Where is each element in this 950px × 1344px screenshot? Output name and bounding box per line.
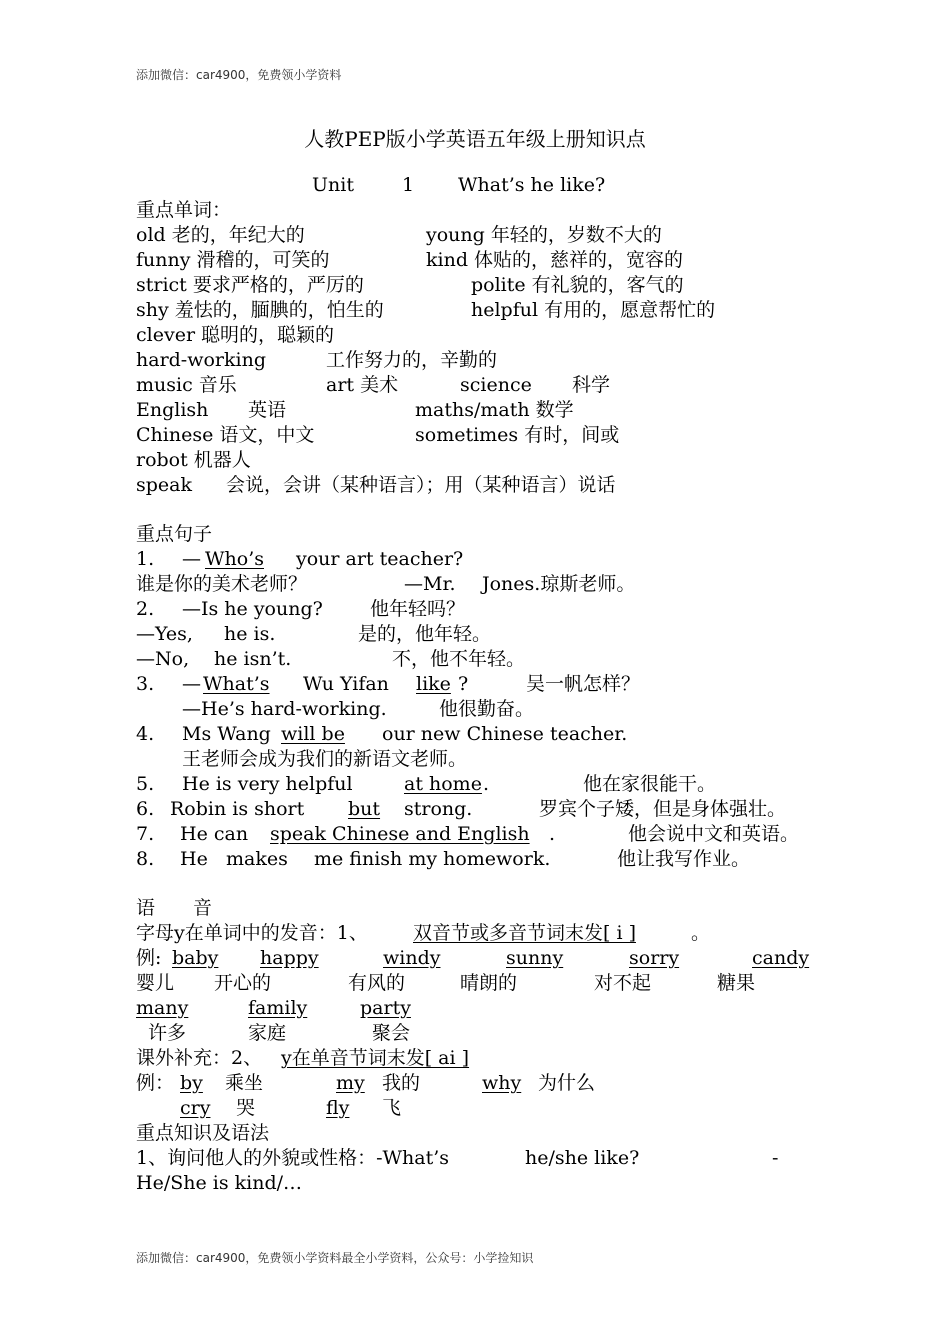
phonics-rule-text: 字母y在单词中的发音：1、 <box>136 922 368 944</box>
sentence-dash: — <box>182 673 201 695</box>
sentence-text: ? <box>458 673 469 695</box>
phonics-rule-text: 课外补充：2、 <box>136 1047 263 1069</box>
sentence-translation: 谁是你的美术老师？ <box>136 573 308 595</box>
sentence-text: strong. <box>404 798 473 820</box>
sentence-text: our new Chinese teacher. <box>382 723 628 745</box>
sentence-text: —Mr. <box>404 573 456 595</box>
sentence-number: 2. <box>136 598 155 620</box>
example-word: sunny <box>506 947 564 969</box>
example-word: candy <box>752 947 810 969</box>
vocab-item: 工作努力的，辛勤的 <box>326 349 498 371</box>
page-header: 添加微信：car4900，免费领小学资料 <box>136 68 342 82</box>
vocab-item: hard-working <box>136 349 267 371</box>
vocab-item: 会说，会讲（某种语言）；用（某种语言）说话 <box>226 474 616 496</box>
phonics-rule-text: 。 <box>691 922 711 944</box>
example-word: happy <box>260 947 319 969</box>
example-meaning: 我的 <box>382 1072 421 1094</box>
vocab-item: 英语 <box>248 399 287 421</box>
example-meaning: 家庭 <box>248 1022 287 1044</box>
sentence-text: Ms Wang <box>182 723 271 745</box>
section-heading-vocab: 重点单词： <box>136 199 232 221</box>
sentence-number: 4. <box>136 723 155 745</box>
sentence-translation: 他在家很能干。 <box>583 773 717 795</box>
vocab-item: helpful 有用的，愿意帮忙的 <box>471 299 716 321</box>
sentence-number: 3. <box>136 673 155 695</box>
vocab-item: polite 有礼貌的，客气的 <box>471 274 684 296</box>
section-heading-sentences: 重点句子 <box>136 523 213 545</box>
example-prefix: 例： <box>136 1072 175 1094</box>
grammar-row: He/She is kind/… <box>136 1172 303 1194</box>
document-title: 人教PEP版小学英语五年级上册知识点 <box>304 127 646 151</box>
vocab-item: science <box>460 374 532 396</box>
vocab-row: robot 机器人 <box>136 449 251 471</box>
sentence-keyword: speak Chinese and English <box>270 823 530 845</box>
unit-name: What’s he like? <box>458 174 606 196</box>
vocab-item: sometimes 有时，间或 <box>415 424 620 446</box>
vocab-item: Chinese 语文，中文 <box>136 424 315 446</box>
example-meaning: 有风的 <box>348 972 406 994</box>
example-meaning: 对不起 <box>594 972 652 994</box>
example-meaning: 哭 <box>236 1097 256 1119</box>
vocab-item: 科学 <box>572 374 611 396</box>
sentence-text: your art teacher? <box>296 548 464 570</box>
example-word: sorry <box>629 947 680 969</box>
sentence-translation: 他很勤奋。 <box>439 698 535 720</box>
sentence-translation: 吴一帆怎样？ <box>526 673 641 695</box>
example-meaning: 为什么 <box>538 1072 596 1094</box>
vocab-item: old 老的，年纪大的 <box>136 224 305 246</box>
section-heading-grammar: 重点知识及语法 <box>136 1122 270 1144</box>
example-word: baby <box>172 947 219 969</box>
sentence-text: . <box>483 773 490 795</box>
example-meaning: 飞 <box>382 1097 402 1119</box>
vocab-item: strict 要求严格的，严厉的 <box>136 274 364 296</box>
sentence-translation: 王老师会成为我们的新语文老师。 <box>182 748 468 770</box>
vocab-item: funny 滑稽的，可笑的 <box>136 249 330 271</box>
vocab-item: kind 体贴的，慈祥的，宽容的 <box>426 249 684 271</box>
heading-char: 语 <box>136 897 156 919</box>
example-word: fly <box>326 1097 350 1119</box>
sentence-translation: 是的，他年轻。 <box>358 623 492 645</box>
vocab-item: speak <box>136 474 192 496</box>
vocab-item: English <box>136 399 209 421</box>
phonics-rule-keyword: y在单音节词末发[ ai ] <box>281 1047 470 1069</box>
sentence-translation: 他年轻吗？ <box>370 598 466 620</box>
vocab-item: art 美术 <box>326 374 399 396</box>
sentence-text: —No, <box>136 648 190 670</box>
sentence-number: 1. <box>136 548 155 570</box>
example-word: many <box>136 997 189 1019</box>
grammar-text: 1、询问他人的外貌或性格：-What’s <box>136 1147 450 1169</box>
vocab-item: music 音乐 <box>136 374 237 396</box>
sentence-text: —Yes, <box>136 623 193 645</box>
sentence-text: —He’s hard-working. <box>182 698 387 720</box>
sentence-text: Robin is short <box>170 798 305 820</box>
unit-number: 1 <box>402 174 415 196</box>
example-word: party <box>360 997 411 1019</box>
sentence-translation: 他会说中文和英语。 <box>628 823 800 845</box>
phonics-rule-keyword: 双音节或多音节词末发[ i ] <box>413 922 636 944</box>
sentence-number: 6. <box>136 798 155 820</box>
sentence-text: Jones.琼斯老师。 <box>482 573 636 595</box>
unit-label: Unit <box>312 174 354 196</box>
vocab-row: clever 聪明的，聪颖的 <box>136 324 335 346</box>
sentence-text: —Is he young? <box>182 598 323 620</box>
example-meaning: 乘坐 <box>225 1072 264 1094</box>
example-word: family <box>248 997 308 1019</box>
example-meaning: 许多 <box>148 1022 187 1044</box>
vocab-item: maths/math 数学 <box>415 399 574 421</box>
sentence-number: 8. <box>136 848 155 870</box>
sentence-text: makes <box>226 848 288 870</box>
grammar-text: he/she like? <box>525 1147 640 1169</box>
example-word: my <box>336 1072 365 1094</box>
sentence-text: . <box>549 823 556 845</box>
sentence-translation: 罗宾个子矮，但是身体强壮。 <box>539 798 787 820</box>
sentence-text: He <box>180 848 208 870</box>
sentence-text: he isn’t. <box>214 648 292 670</box>
example-prefix: 例: <box>136 947 162 969</box>
sentence-text: he is. <box>224 623 276 645</box>
example-meaning: 晴朗的 <box>460 972 518 994</box>
sentence-number: 5. <box>136 773 155 795</box>
sentence-keyword: at home <box>404 773 482 795</box>
vocab-item: shy 羞怯的，腼腆的，怕生的 <box>136 299 384 321</box>
example-meaning: 聚会 <box>372 1022 411 1044</box>
example-word: by <box>180 1072 203 1094</box>
sentence-keyword: will be <box>281 723 345 745</box>
example-word: windy <box>383 947 441 969</box>
sentence-keyword: Who’s <box>205 548 264 570</box>
example-meaning: 婴儿 <box>136 972 175 994</box>
sentence-text: He is very helpful <box>182 773 353 795</box>
sentence-keyword: What’s <box>203 673 270 695</box>
sentence-translation: 他让我写作业。 <box>617 848 751 870</box>
sentence-keyword: but <box>348 798 381 820</box>
heading-char: 音 <box>193 897 213 919</box>
example-word: cry <box>180 1097 211 1119</box>
example-word: why <box>482 1072 522 1094</box>
sentence-text: me finish my homework. <box>314 848 551 870</box>
sentence-translation: 不，他不年轻。 <box>392 648 526 670</box>
vocab-item: young 年轻的，岁数不大的 <box>426 224 662 246</box>
example-meaning: 糖果 <box>717 972 756 994</box>
grammar-text: - <box>772 1147 779 1169</box>
sentence-number: 7. <box>136 823 155 845</box>
sentence-dash: — <box>182 548 201 570</box>
sentence-text: Wu Yifan <box>303 673 389 695</box>
example-meaning: 开心的 <box>214 972 272 994</box>
page-footer: 添加微信：car4900，免费领小学资料最全小学资料，公众号：小学捡知识 <box>136 1251 534 1265</box>
sentence-text: He can <box>180 823 249 845</box>
sentence-keyword: like <box>416 673 451 695</box>
